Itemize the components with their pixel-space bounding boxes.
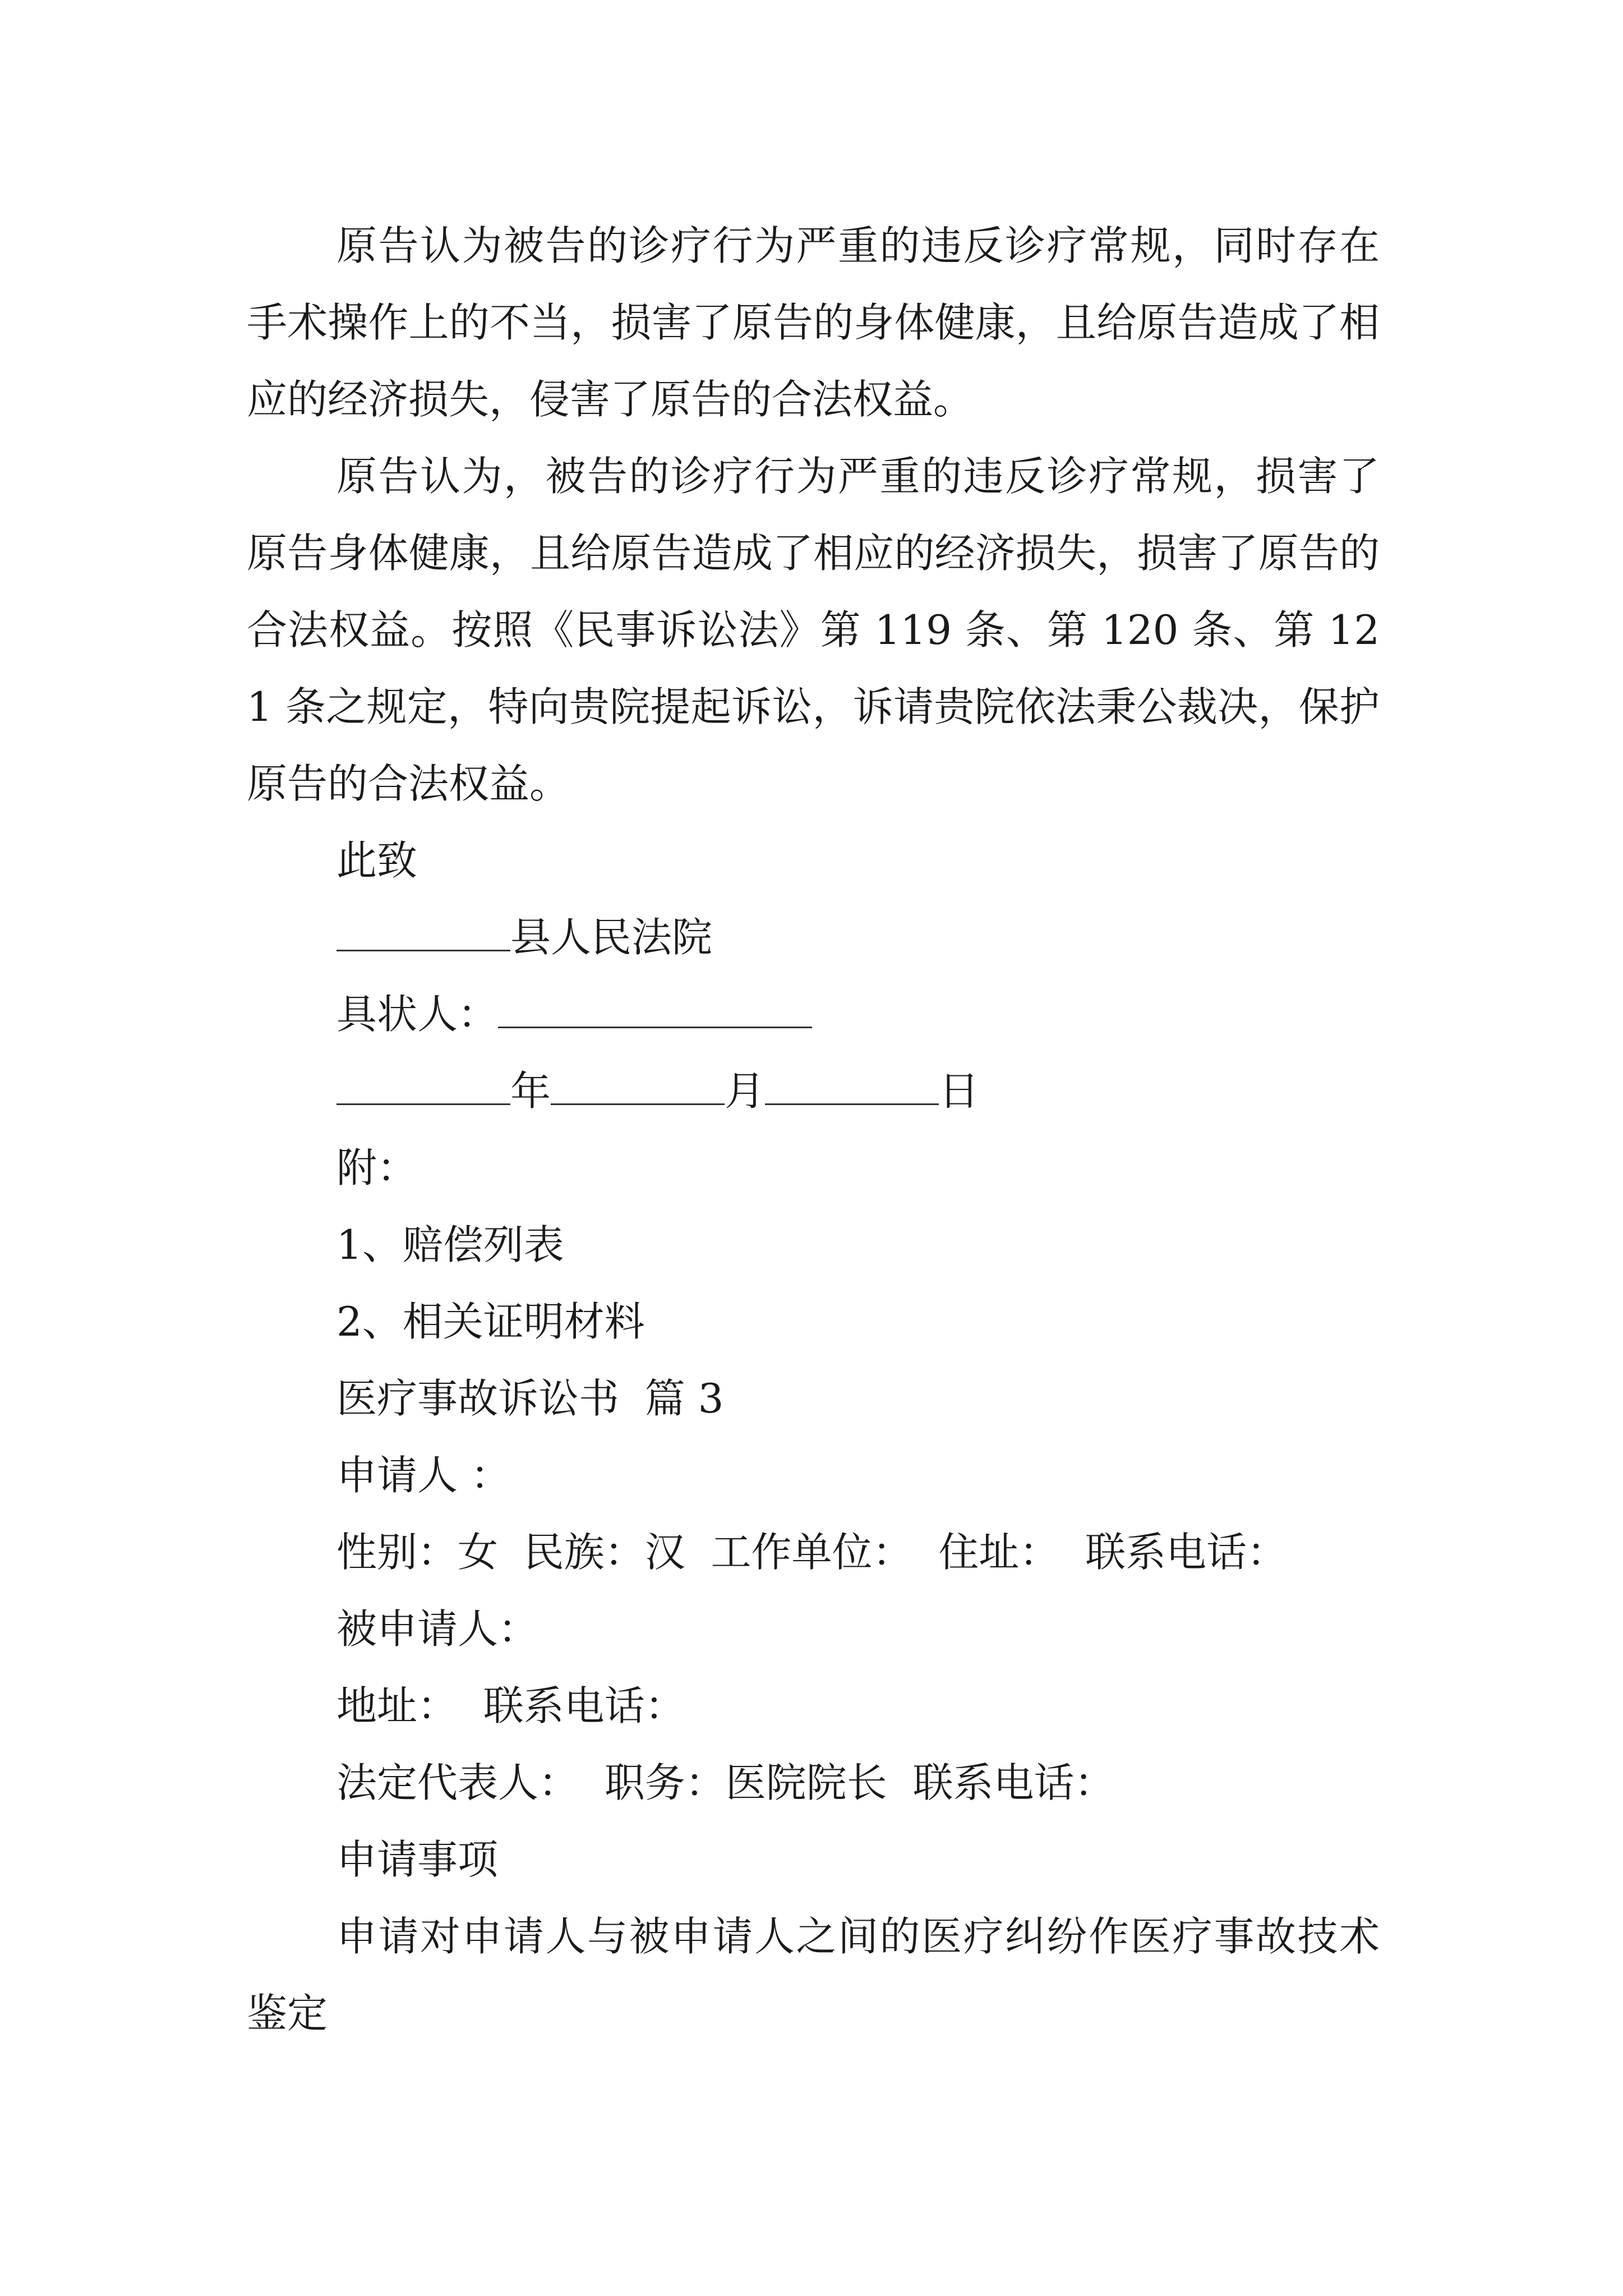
- attachment-item: 1、赔偿列表: [336, 1221, 564, 1268]
- signer-line: [247, 976, 1380, 1053]
- signer-label: 具状人：: [336, 991, 499, 1038]
- paragraph-lawsuit-basis: 原告认为，被告的诊疗行为严重的违反诊疗常规，损害了原告身体健康，且给原告造成了相应的经济损失，损害了原告的合法权益。按照《民事诉讼法》第 119 条、第 120 条、第 121 条之规定，特向贵院提起诉讼，诉请贵院依法秉公裁决，保护原告的合法权益。: [247, 453, 1380, 807]
- legal-representative: 法定代表人： 职务：医院院长 联系电话：: [336, 1759, 1115, 1806]
- applicant-line: 申请人 ：: [336, 1452, 511, 1499]
- document-body: [247, 208, 1380, 2052]
- court-name-blank: [336, 917, 510, 951]
- respondent-line: 被申请人：: [336, 1605, 539, 1653]
- court-suffix: 县人民法院: [510, 914, 713, 961]
- respondent-address: 地址： 联系电话：: [336, 1682, 685, 1729]
- attachment-item: 2、相关证明材料: [336, 1298, 645, 1345]
- year-blank: [336, 1071, 510, 1105]
- month-label: 月: [725, 1068, 766, 1115]
- section-heading: 医疗事故诉讼书 篇 3: [336, 1375, 724, 1422]
- day-blank: [765, 1071, 939, 1105]
- date-line: [247, 1053, 1380, 1130]
- matters-text: 申请对申请人与被申请人之间的医疗纠纷作医疗事故技术鉴定: [247, 1913, 1380, 2037]
- month-blank: [551, 1071, 725, 1105]
- attachments-label: 附：: [336, 1144, 418, 1191]
- matters-heading: 申请事项: [336, 1836, 499, 1883]
- year-label: 年: [510, 1068, 551, 1115]
- day-label: 日: [939, 1068, 980, 1115]
- applicant-details: 性别：女 民族：汉 工作单位： 住址： 联系电话：: [336, 1529, 1288, 1576]
- salutation: 此致: [336, 837, 418, 884]
- paragraph-plaintiff-claim: 原告认为被告的诊疗行为严重的违反诊疗常规，同时存在手术操作上的不当，损害了原告的身体健康，且给原告造成了相应的经济损失，侵害了原告的合法权益。: [247, 222, 1380, 423]
- signer-blank: [498, 994, 812, 1028]
- court-line: [247, 899, 1380, 976]
